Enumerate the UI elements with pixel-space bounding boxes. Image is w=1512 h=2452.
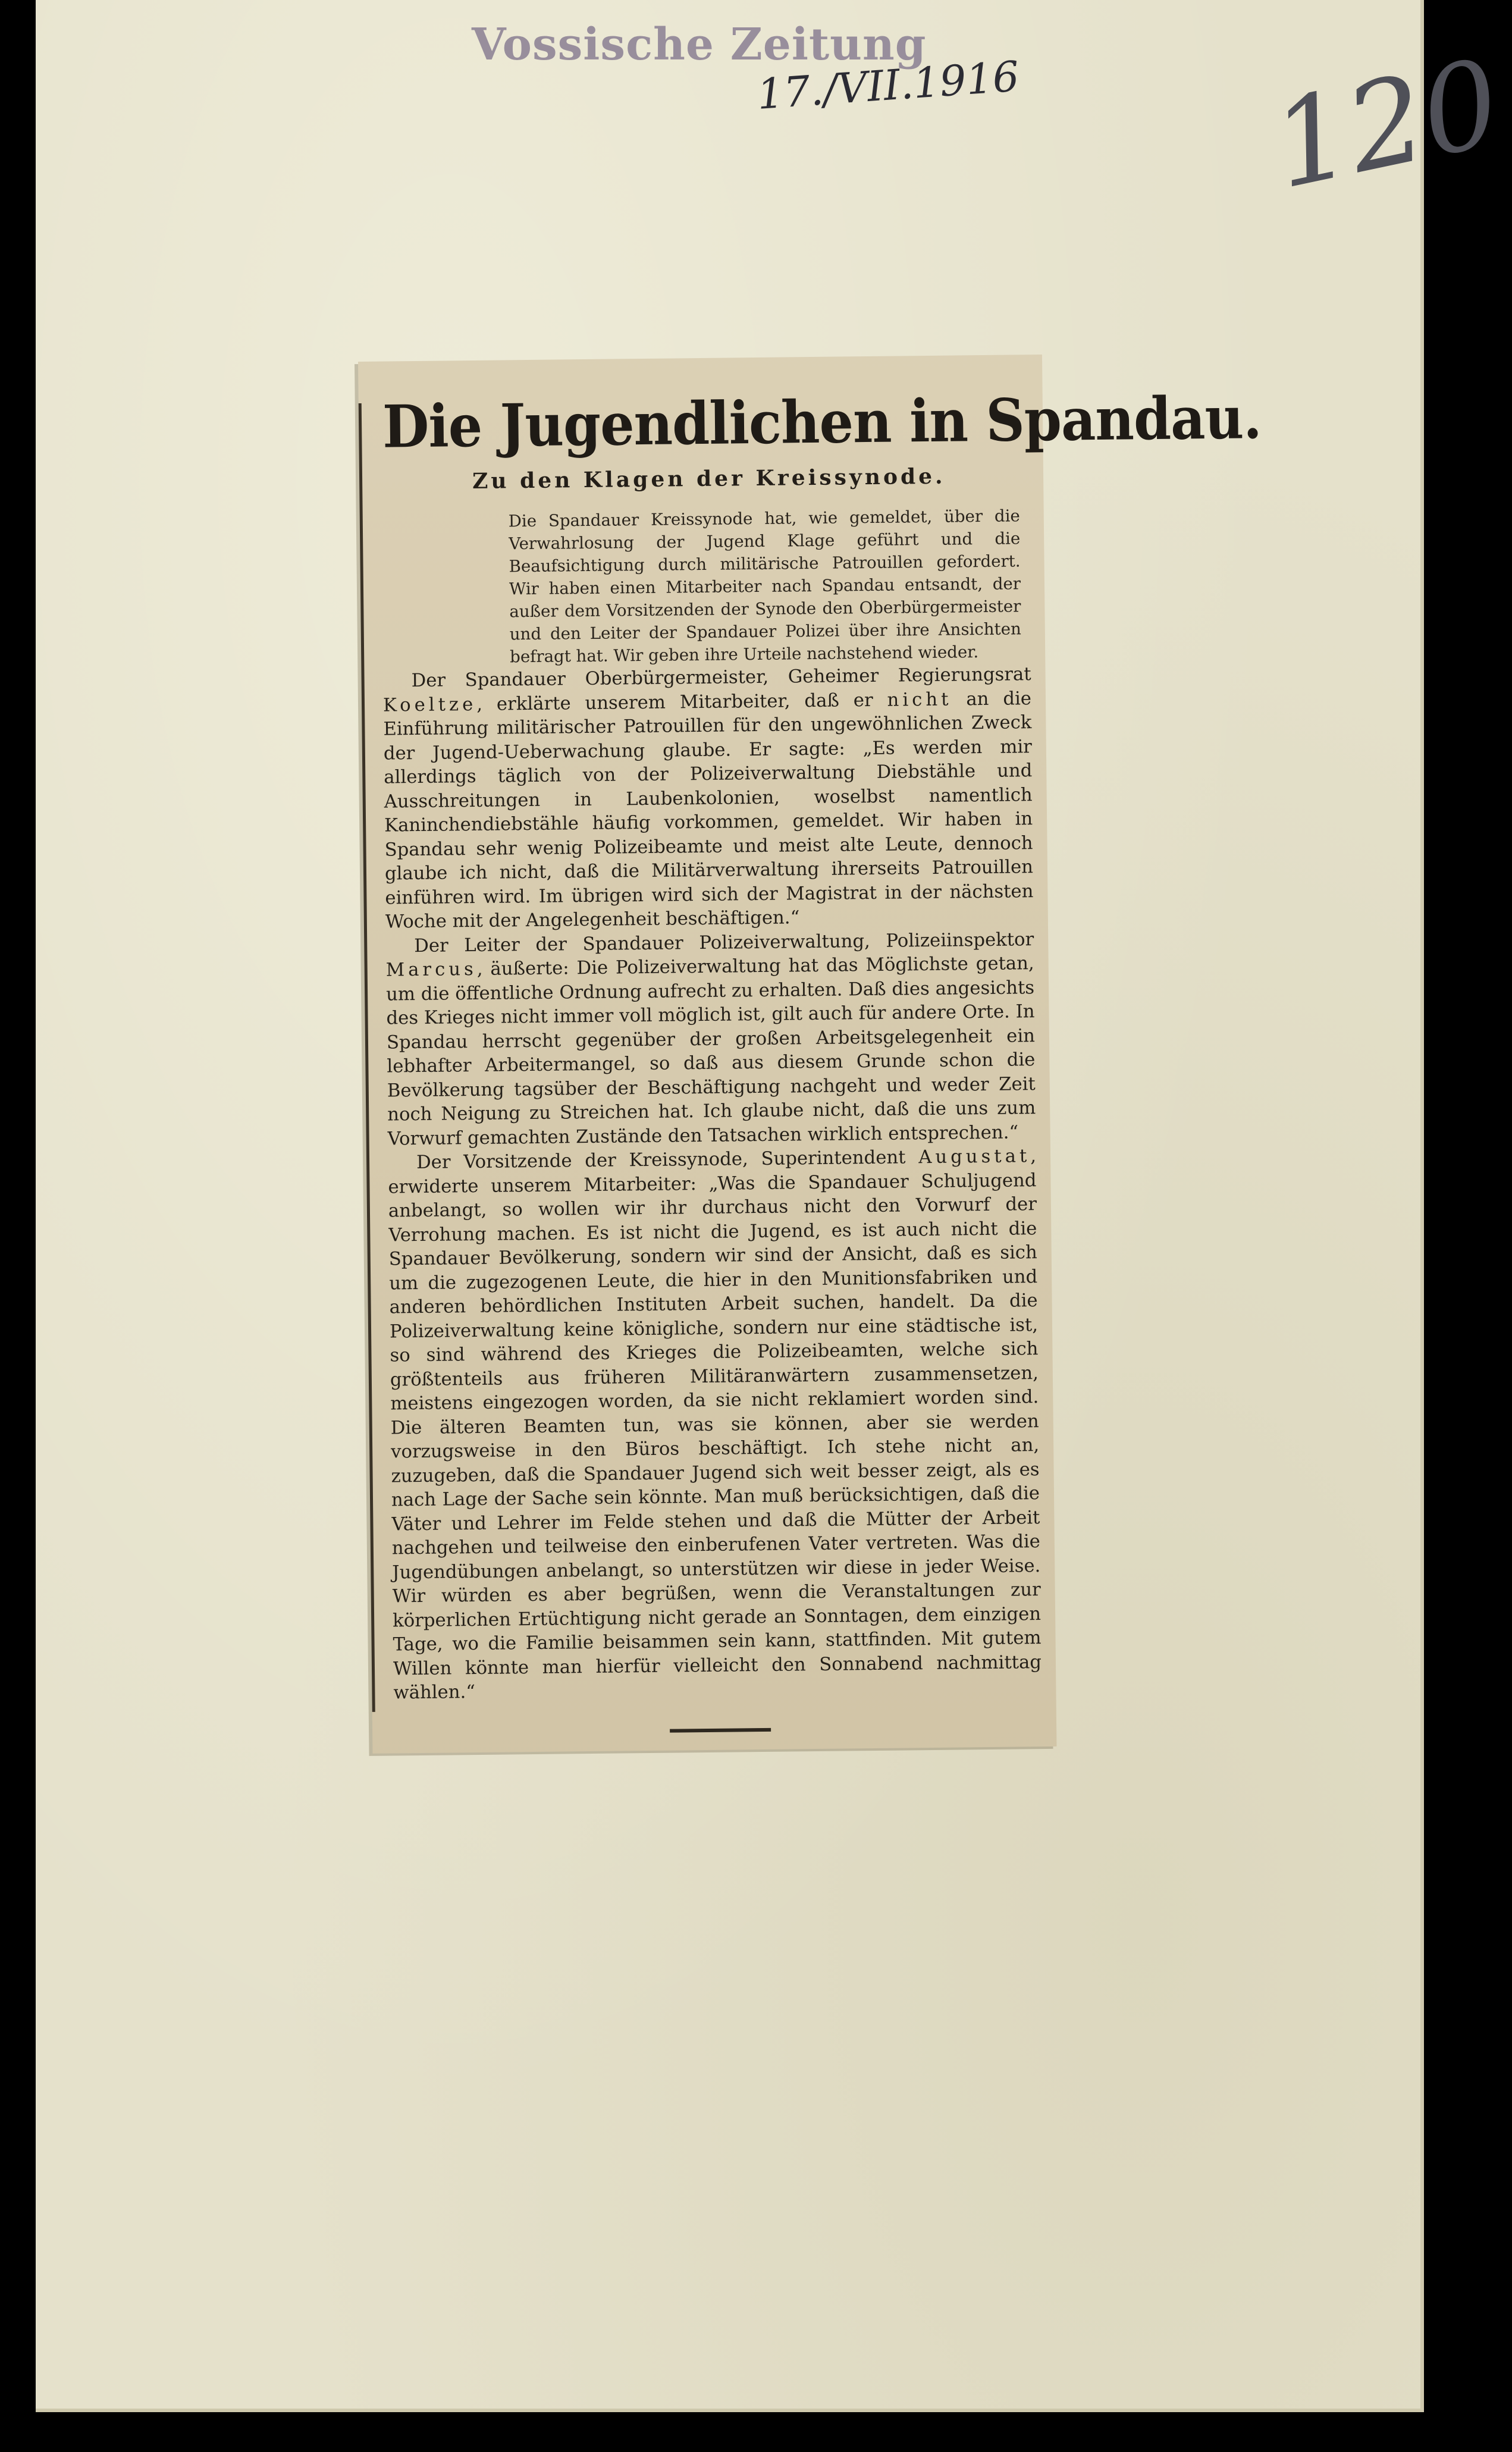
- end-rule: [670, 1728, 771, 1733]
- person-name: Marcus: [385, 958, 477, 981]
- article-body: [382, 663, 1042, 1705]
- person-name: Augustat: [918, 1146, 1031, 1168]
- paragraph-text: , erklärte unserem Mitarbeiter, daß er: [476, 689, 887, 715]
- paragraph-police: [385, 928, 1036, 1152]
- paragraph-lead: Der Leiter der Spandauer Polizeiverwaltung, Polizeiinspektor: [414, 929, 1034, 957]
- article-headline: Die Jugendlichen in Spandau.: [382, 384, 1262, 462]
- handwritten-date: 17./VII.1916: [755, 52, 1021, 119]
- handwritten-page-number: 120: [1260, 33, 1512, 217]
- paragraph-mayor: [382, 663, 1034, 935]
- paragraph-synod: [388, 1145, 1042, 1705]
- person-name: Koeltze: [382, 694, 477, 716]
- newspaper-clipping: [358, 355, 1262, 1754]
- paragraph-text: , äußerte: Die Polizeiverwaltung hat das Möglichste getan, um die öffentliche Ordnung aufrecht zu erhalten. Daß dies angesichts des Krieges nicht immer voll möglich ist, gilt auch für andere Orte. In Spandau herrscht gegenüber der großen Arbeitsgelegenheit ein lebhafter Arbeitermangel, so daß aus diesem Grunde schon die Bevölkerung tagsüber der Beschäftigung nachgeht und weder Zeit noch Neigung zu Streichen hat. Ich glaube nicht, daß die uns zum Vorwurf gemachten Zustände den Tatsachen wirklich entsprechen.“: [385, 953, 1036, 1150]
- column-rule: [359, 403, 375, 1712]
- emphasis-text: nicht: [887, 689, 952, 711]
- article-lede: Die Spandauer Kreissynode hat, wie gemeldet, über die Verwahrlosung der Jugend Klage geführt und die Beaufsichtigung durch militärische Patrouillen gefordert. Wir haben einen Mitarbeiter nach Spandau entsandt, der außer dem Vorsitzenden der Synode den Oberbürgermeister und den Leiter der Spandauer Polizei über ihre Ansichten befragt hat. Wir geben ihre Urteile nachstehend wieder.: [508, 506, 1021, 667]
- paragraph-text: , erwiderte unserem Mitarbeiter: „Was die Spandauer Schuljugend anbelangt, so wollen wir ihr durchaus nicht den Vorwurf der Verrohung machen. Es ist nicht die Jugend, es ist auch nicht die Spandauer Bevölkerung, sondern wir sind der Ansicht, daß es sich um die zugezogenen Leute, die hier in den Munitionsfabriken und anderen behördlichen Instituten Arbeit suchen, handelt. Da die Polizeiverwaltung keine königliche, sondern nur eine städtische ist, so sind während des Krieges die Polizeibeamten, welche sich größtenteils aus früheren Militäranwärtern zusammensetzen, meistens eingezogen worden, da sie nicht reklamiert worden sind. Die älteren Beamten tun, was sie können, aber sie werden vorzugsweise in den Büros beschäftigt. Ich stehe nicht an, zuzugeben, daß die Spandauer Jugend sich weit besser zeigt, als es nach Lage der Sache sein könnte. Man muß berücksichtigen, daß die Väter und Lehrer im Felde stehen und daß die Mütter der Arbeit nachgehen und teilweise den einberufenen Vater vertreten. Was die Jugendübungen anbelangt, so unterstützen wir diese in jeder Weise. Wir würden es aber begrüßen, wenn die Veranstaltungen zur körperlichen Ertüchtigung nicht gerade an Sonntagen, dem einzigen Tage, wo die Familie beisammen sein kann, stattfinden. Mit gutem Willen könnte man hierfür vielleicht den Sonnabend nachmittag wählen.“: [388, 1146, 1042, 1704]
- paragraph-lead: Der Vorsitzende der Kreissynode, Superintendent: [416, 1147, 919, 1174]
- paragraph-lead: Der Spandauer Oberbürgermeister, Geheimer Regierungsrat: [411, 664, 1031, 692]
- article-subheadline: Zu den Klagen der Kreissynode.: [472, 463, 946, 494]
- paragraph-text: an die Einführung militärischer Patrouillen für den ungewöhnlichen Zweck der Jugend-Ueberwachung glaube. Er sagte: „Es werden mir allerdings täglich von der Polizeiverwaltung Diebstähle und Ausschreitungen in Laubenkolonien, woselbst namentlich Kaninchendiebstähle häufig vorkommen, gemeldet. Wir haben in Spandau sehr wenig Polizeibeamte und meist alte Leute, dennoch glaube ich nicht, daß die Militärverwaltung ihrerseits Patrouillen einführen wird. Im übrigen wird sich der Magistrat in der nächsten Woche mit der Angelegenheit beschäftigen.“: [383, 688, 1034, 933]
- newspaper-stamp: Vossische Zeitung: [472, 19, 927, 70]
- archive-sheet: [36, 0, 1512, 2412]
